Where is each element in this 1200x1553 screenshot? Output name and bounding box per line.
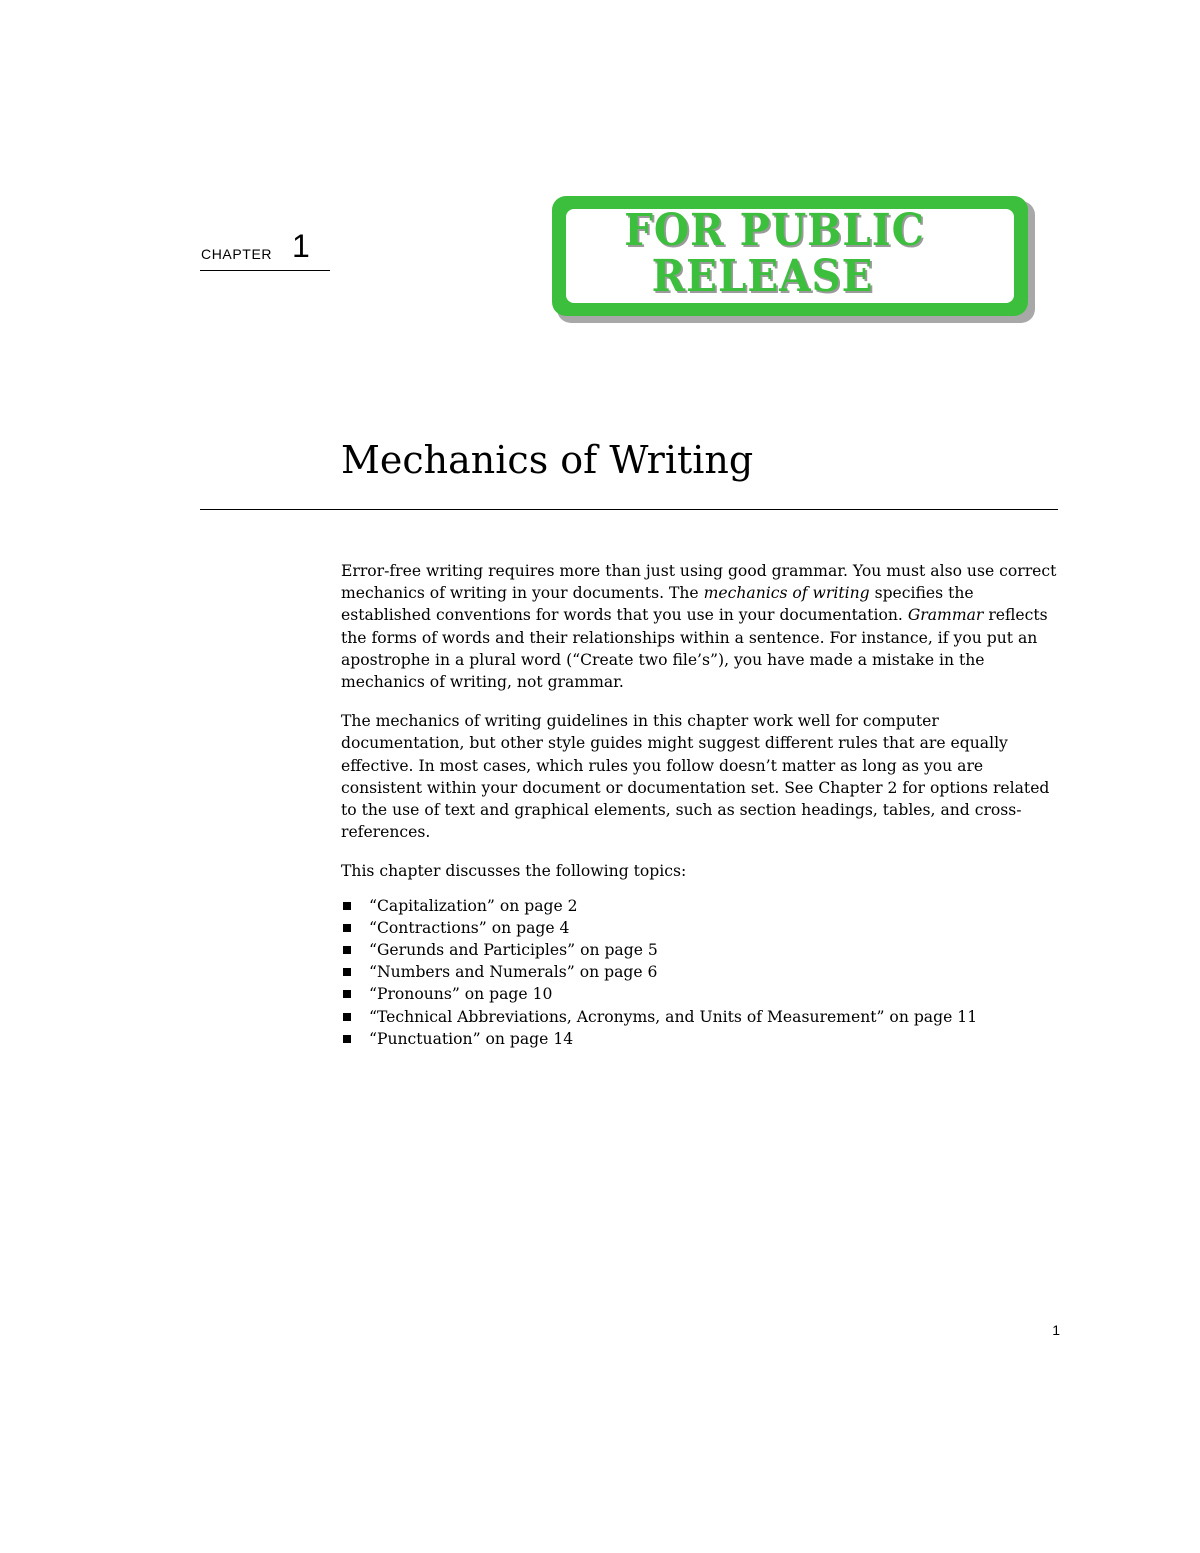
bullet-icon (343, 1013, 351, 1021)
intro-term-mechanics: mechanics of writing (703, 584, 870, 603)
list-item (341, 983, 1061, 1005)
bullet-icon (343, 990, 351, 998)
page-number: 1 (1052, 1322, 1060, 1338)
list-item (341, 1006, 1061, 1028)
topic-link[interactable]: “Contractions” on page 4 (369, 918, 570, 937)
intro-text-e: reflects the forms of words and their relationships within a sentence. For instance, if you put an apostrophe in a plural word (“Create two file’s”), you have made a mistake in the mechanics of writing, not grammar. (341, 606, 1048, 692)
topic-link[interactable]: “Punctuation” on page 14 (369, 1029, 574, 1048)
bullet-icon (343, 924, 351, 932)
topic-link[interactable]: “Technical Abbreviations, Acronyms, and Units of Measurement” on page 11 (369, 1007, 978, 1026)
chapter-number: 1 (292, 228, 310, 264)
chapter-title: Mechanics of Writing (341, 438, 754, 482)
chapter-word: CHAPTER (201, 246, 273, 262)
intro-text-a: Error-free writing requires more than just using good grammar. You must also use correct mechanics of writing in your documents. The (341, 562, 1057, 603)
topics-intro: This chapter discusses the following topics: (341, 862, 687, 881)
list-item (341, 939, 1061, 961)
bullet-icon (343, 1035, 351, 1043)
stamp-text-line1: FOR PUBLIC (624, 205, 925, 256)
chapter-body (341, 560, 1061, 1050)
title-rule (200, 509, 1058, 510)
stamp-text-line2: RELEASE (651, 251, 874, 302)
intro-paragraph (341, 560, 1061, 693)
guidelines-paragraph: The mechanics of writing guidelines in this chapter work well for computer documentation, but other style guides might suggest different rules that are equally effective. In most cases, which rules you follow doesn’t matter as long as you are consistent within your document or documentation set. See Chapter 2 for options related to the use of text and graphical elements, such as section headings, tables, and cross-references. (341, 712, 1050, 842)
list-item (341, 917, 1061, 939)
topic-link[interactable]: “Capitalization” on page 2 (369, 896, 578, 915)
chapter-label (200, 226, 330, 271)
topic-list (341, 895, 1061, 1050)
list-item (341, 961, 1061, 983)
topic-link[interactable]: “Pronouns” on page 10 (369, 985, 553, 1004)
topic-link[interactable]: “Gerunds and Participles” on page 5 (369, 941, 658, 960)
bullet-icon (343, 902, 351, 910)
intro-text-c: specifies the established conventions for words that you use in your documentation. (341, 584, 974, 625)
public-release-stamp (549, 193, 1036, 325)
bullet-icon (343, 968, 351, 976)
bullet-icon (343, 946, 351, 954)
list-item (341, 1028, 1061, 1050)
intro-term-grammar: Grammar (907, 606, 984, 625)
list-item (341, 895, 1061, 917)
topic-link[interactable]: “Numbers and Numerals” on page 6 (369, 963, 658, 982)
